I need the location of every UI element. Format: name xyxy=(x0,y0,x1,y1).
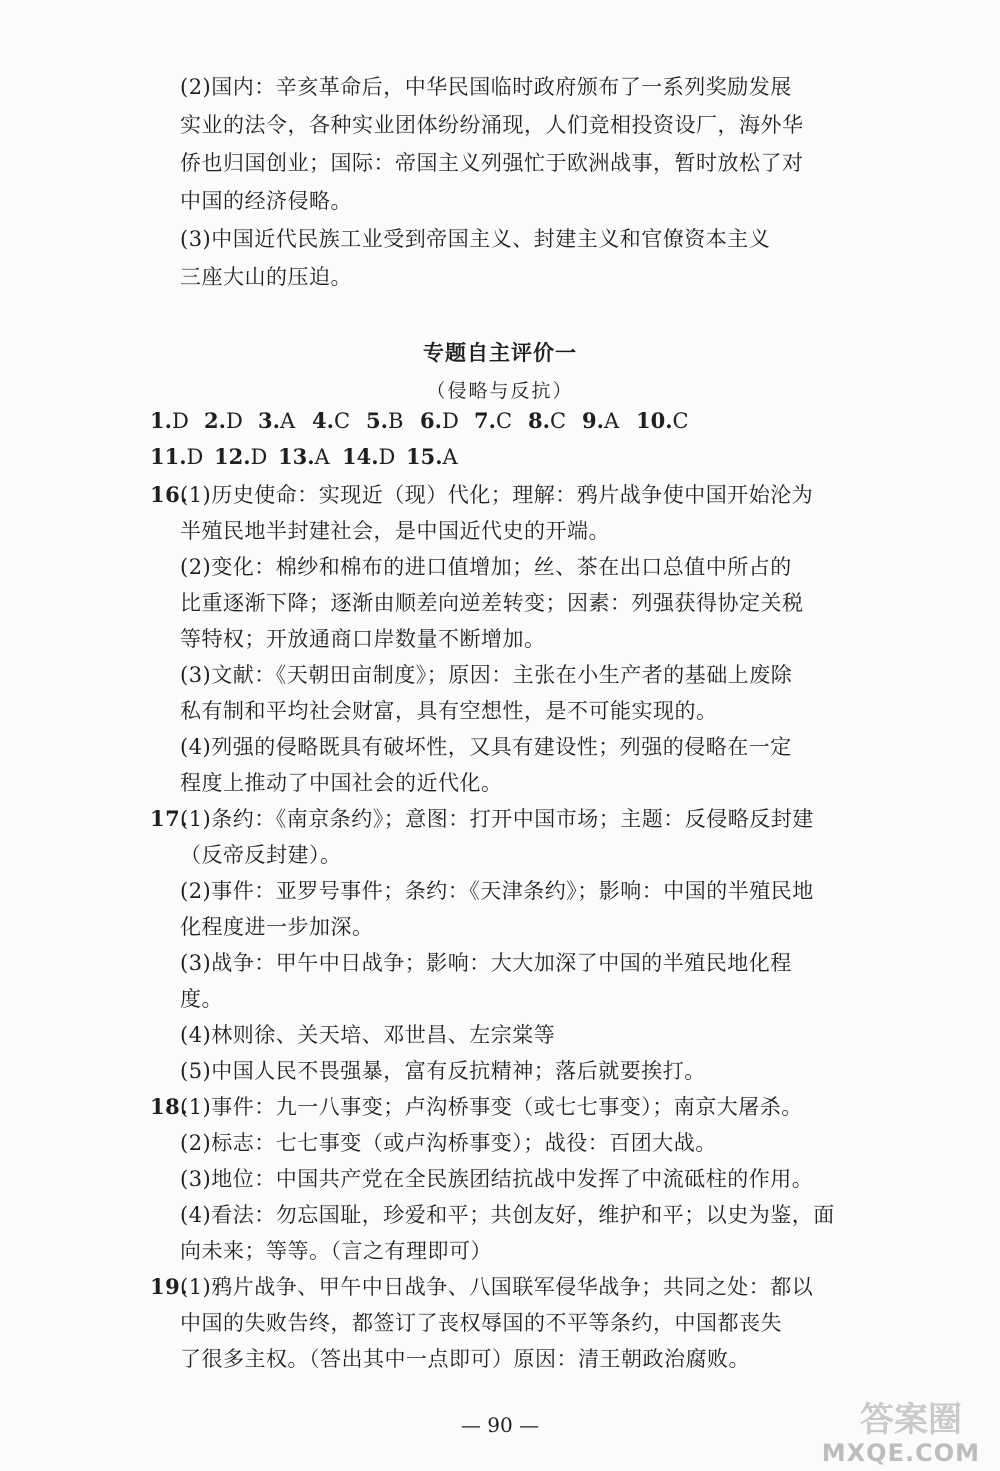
text-line: (3)文献：《天朝田亩制度》；原因：主张在小生产者的基础上废除 xyxy=(180,663,793,687)
choice-answer: 1.D xyxy=(150,408,189,433)
choice-answer: 10.C xyxy=(636,408,689,433)
text-line: 化程度进一步加深。 xyxy=(180,915,374,939)
text-line: 半殖民地半封建社会，是中国近代史的开端。 xyxy=(180,519,610,543)
section-subtitle: （侵略与反抗） xyxy=(426,380,574,402)
text-line: (1)条约：《南京条约》；意图：打开中国市场；主题：反侵略反封建 xyxy=(180,807,814,831)
text-line: (2)变化：棉纱和棉布的进口值增加；丝、茶在出口总值中所占的 xyxy=(180,555,792,579)
choice-answer: 2.D xyxy=(204,408,243,433)
choice-answer: 7.C xyxy=(474,408,513,433)
text-line: (2)国内：辛亥革命后，中华民国临时政府颁布了一系列奖励发展 xyxy=(180,75,792,99)
text-line: (2)标志：七七事变（或卢沟桥事变）；战役：百团大战。 xyxy=(180,1131,717,1155)
text-line: 私有制和平均社会财富，具有空想性，是不可能实现的。 xyxy=(180,699,718,723)
text-line: 中国的经济侵略。 xyxy=(180,189,352,213)
text-line: (1)事件：九一八事变；卢沟桥事变（或七七事变）；南京大屠杀。 xyxy=(180,1095,803,1119)
watermark-site-text: MXQE.COM xyxy=(821,1439,980,1467)
text-line: 中国的失败告终，都签订了丧权辱国的不平等条约，中国都丧失 xyxy=(180,1311,782,1335)
text-line: 等特权；开放通商口岸数量不断增加。 xyxy=(180,627,546,651)
text-line: (5)中国人民不畏强暴，富有反抗精神；落后就要挨打。 xyxy=(180,1059,706,1083)
question-number: 18. xyxy=(150,1094,189,1119)
text-line: (4)看法：勿忘国耻，珍爱和平；共创友好，维护和平；以史为鉴，面 xyxy=(180,1203,835,1227)
choice-answer: 5.B xyxy=(366,408,404,433)
text-line: (1)历史使命：实现近（现）代化；理解：鸦片战争使中国开始沦为 xyxy=(180,483,814,507)
text-line: 比重逐渐下降；逐渐由顺差向逆差转变；因素：列强获得协定关税 xyxy=(180,591,804,615)
choice-answer: 9.A xyxy=(582,408,620,433)
watermark-logo-icon: 答案圈 xyxy=(860,1400,962,1440)
choice-answer: 4.C xyxy=(312,408,351,433)
choice-answer: 12.D xyxy=(214,444,268,469)
text-line: (4)列强的侵略既具有破坏性，又具有建设性；列强的侵略在一定 xyxy=(180,735,792,759)
choice-answer: 15.A xyxy=(406,444,458,469)
section-title: 专题自主评价一 xyxy=(423,340,577,365)
text-line: (3)战争：甲午中日战争；影响：大大加深了中国的半殖民地化程 xyxy=(180,951,792,975)
choice-answer: 11.D xyxy=(150,444,204,469)
text-line: 向未来；等等。（言之有理即可） xyxy=(180,1239,492,1263)
text-line: 了很多主权。（答出其中一点即可）原因：清王朝政治腐败。 xyxy=(180,1347,750,1371)
choice-answer: 13.A xyxy=(278,444,330,469)
question-number: 17. xyxy=(150,806,189,831)
text-line: (1)鸦片战争、甲午中日战争、八国联军侵华战争；共同之处：都以 xyxy=(180,1275,814,1299)
text-line: 三座大山的压迫。 xyxy=(180,265,352,289)
question-number: 19. xyxy=(150,1274,189,1299)
choice-answer: 14.D xyxy=(342,444,396,469)
page-number: — 90 — xyxy=(460,1413,540,1437)
text-line: 度。 xyxy=(180,987,223,1011)
choice-answer: 8.C xyxy=(528,408,567,433)
text-line: 实业的法令，各种实业团体纷纷涌现，人们竞相投资设厂，海外华 xyxy=(180,113,804,137)
text-line: 程度上推动了中国社会的近代化。 xyxy=(180,771,503,795)
text-line: 侨也归国创业；国际：帝国主义列强忙于欧洲战事，暂时放松了对 xyxy=(180,151,804,175)
text-line: (3)中国近代民族工业受到帝国主义、封建主义和官僚资本主义 xyxy=(180,227,771,251)
choice-answer: 3.A xyxy=(258,408,296,433)
text-line: (2)事件：亚罗号事件；条约：《天津条约》；影响：中国的半殖民地 xyxy=(180,879,814,903)
text-line: （反帝反封建）。 xyxy=(180,843,342,867)
question-number: 16. xyxy=(150,482,189,507)
choice-answer: 6.D xyxy=(420,408,459,433)
text-line: (4)林则徐、关天培、邓世昌、左宗棠等 xyxy=(180,1023,556,1047)
watermark xyxy=(810,1392,980,1467)
text-line: (3)地位：中国共产党在全民族团结抗战中发挥了中流砥柱的作用。 xyxy=(180,1167,814,1191)
